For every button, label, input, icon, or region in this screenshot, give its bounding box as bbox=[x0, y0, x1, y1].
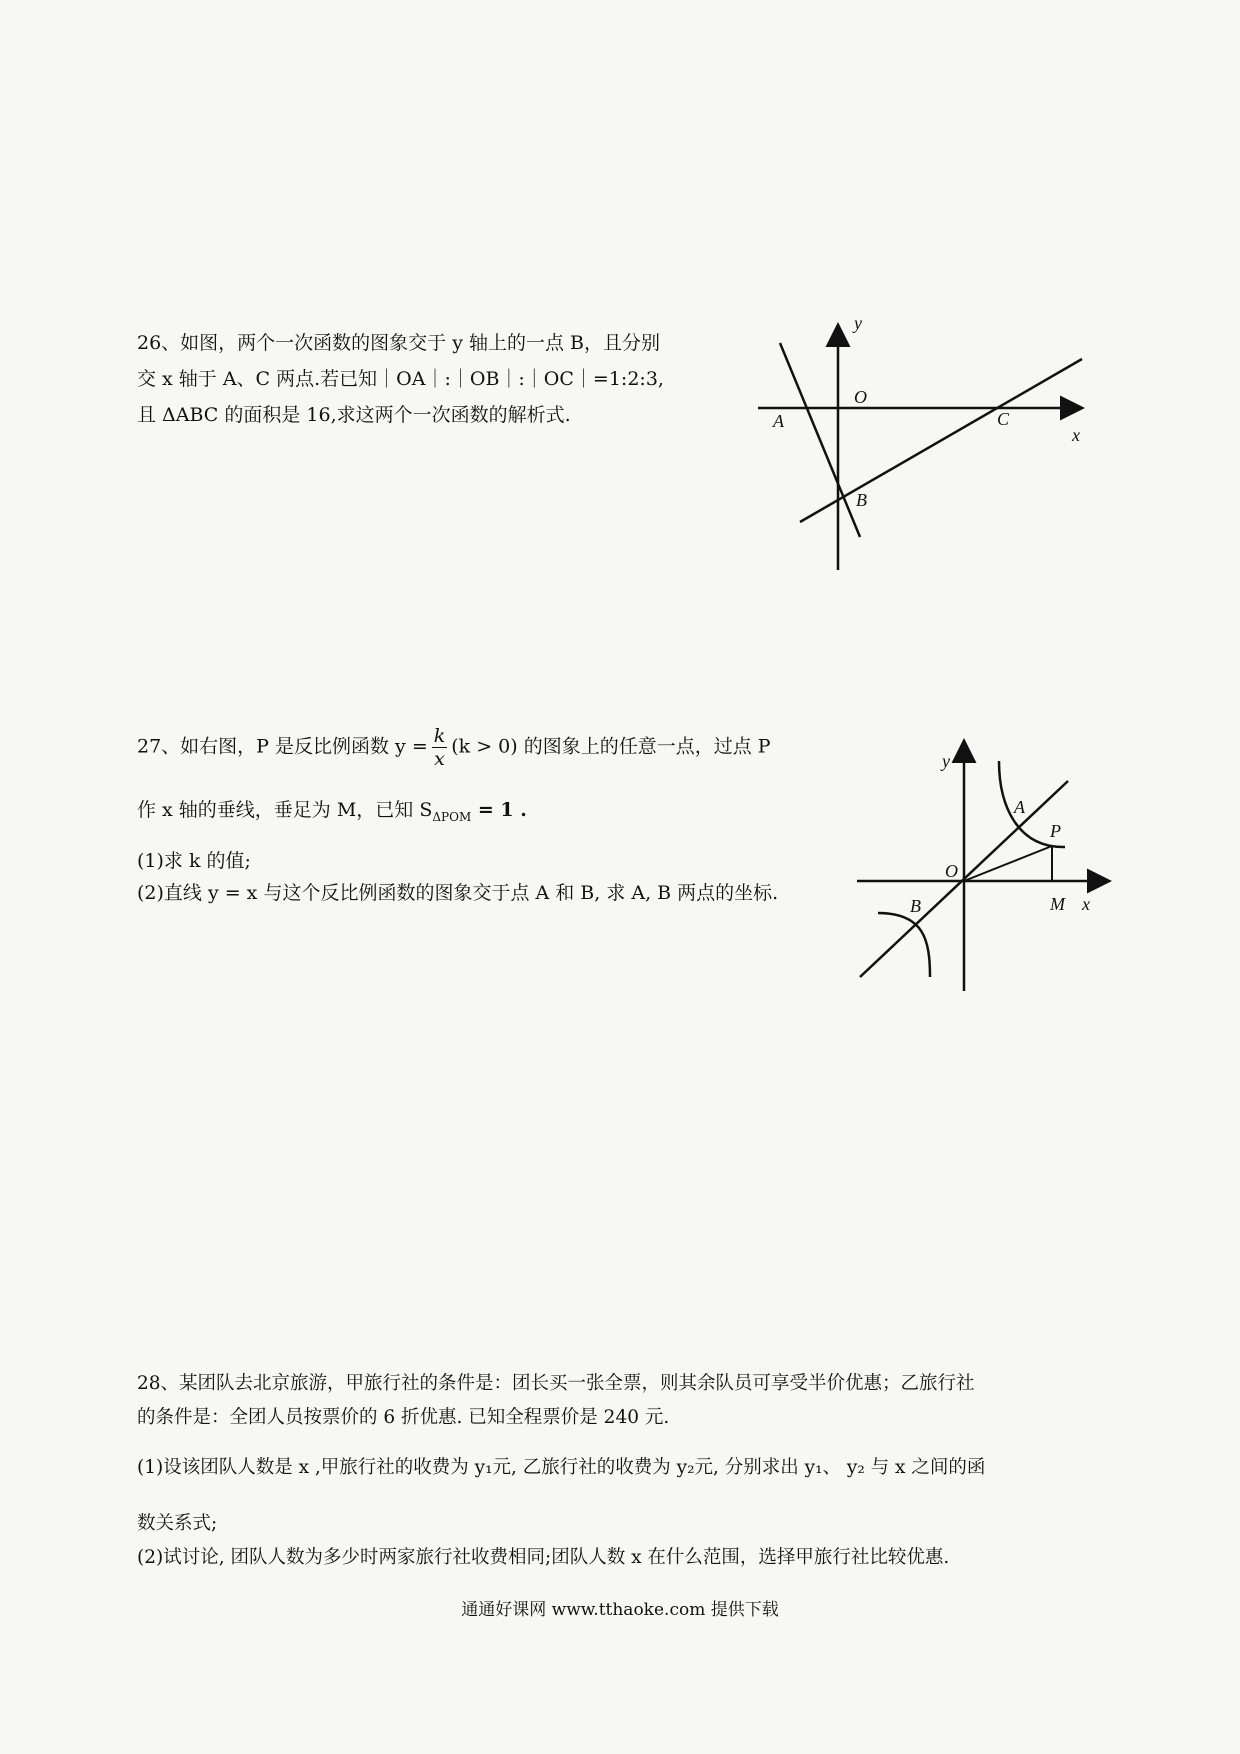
q28-line5: (2)试讨论, 团队人数为多少时两家旅行社收费相同;团队人数 x 在什么范围，选择甲旅行社比较优惠. bbox=[137, 1547, 950, 1568]
q26-line3: 且 ΔABC 的面积是 16,求这两个一次函数的解析式. bbox=[137, 404, 571, 426]
q27-label-M: M bbox=[1050, 894, 1065, 914]
q26-line-BC bbox=[800, 359, 1082, 522]
q27-line3: (1)求 k 的值; bbox=[137, 849, 251, 872]
question-26 bbox=[137, 325, 664, 433]
q27-label-B: B bbox=[910, 896, 921, 916]
q27-hyperbola-lower bbox=[878, 913, 930, 977]
q27-line2 bbox=[137, 792, 778, 835]
q27-line2-sub: ΔPOM bbox=[432, 809, 472, 824]
q27-segment-OP bbox=[964, 846, 1052, 881]
q27-frac-num: k bbox=[433, 725, 446, 747]
q27-line4: (2)直线 y = x 与这个反比例函数的图象交于点 A 和 B, 求 A, B 两点的坐标. bbox=[137, 881, 779, 904]
q28-line3: (1)设该团队人数是 x ,甲旅行社的收费为 y₁元, 乙旅行社的收费为 y₂元, 分别求出 y₁、 y₂ 与 x 之间的函 bbox=[137, 1457, 986, 1478]
q26-label-C: C bbox=[997, 409, 1010, 429]
q26-line-AB bbox=[780, 343, 860, 537]
q28-line2: 的条件是：全团人员按票价的 6 折优惠. 已知全程票价是 240 元. bbox=[137, 1407, 670, 1428]
q27-label-P: P bbox=[1050, 821, 1061, 841]
q28-line1: 28、某团队去北京旅游，甲旅行社的条件是：团长买一张全票，则其余队员可享受半价优惠；乙旅行社 bbox=[137, 1373, 975, 1394]
question-28 bbox=[137, 1367, 985, 1575]
q27-frac-den: x bbox=[434, 748, 445, 770]
q26-line2: 交 x 轴于 A、C 两点.若已知｜OA｜:｜OB｜:｜OC｜=1:2:3, bbox=[137, 368, 664, 390]
q27-figure bbox=[852, 735, 1122, 995]
q27-line1-post: (k > 0) 的图象上的任意一点，过点 P bbox=[451, 735, 771, 758]
q27-line1-pre: 27、如右图，P 是反比例函数 y = bbox=[137, 735, 428, 758]
page-footer: 通通好课网 www.tthaoke.com 提供下载 bbox=[461, 1600, 779, 1620]
q27-label-x: x bbox=[1082, 894, 1090, 914]
question-27 bbox=[137, 725, 778, 909]
q27-fraction bbox=[432, 725, 448, 770]
q28-line4: 数关系式; bbox=[137, 1513, 218, 1534]
q27-label-A: A bbox=[1014, 797, 1025, 817]
q26-label-B: B bbox=[856, 490, 867, 510]
q27-label-O: O bbox=[945, 861, 958, 881]
q27-label-y: y bbox=[942, 751, 950, 771]
q27-line2-end: = 1 . bbox=[471, 799, 527, 821]
q26-line1: 26、如图，两个一次函数的图象交于 y 轴上的一点 B，且分别 bbox=[137, 332, 660, 354]
q27-line1 bbox=[137, 725, 778, 770]
q26-label-y: y bbox=[854, 313, 862, 333]
q26-label-O: O bbox=[854, 387, 867, 407]
q26-label-x: x bbox=[1072, 425, 1080, 445]
q27-line2-text: 作 x 轴的垂线，垂足为 M，已知 S bbox=[137, 799, 433, 821]
q26-figure bbox=[750, 305, 1110, 575]
q26-label-A: A bbox=[773, 411, 784, 431]
